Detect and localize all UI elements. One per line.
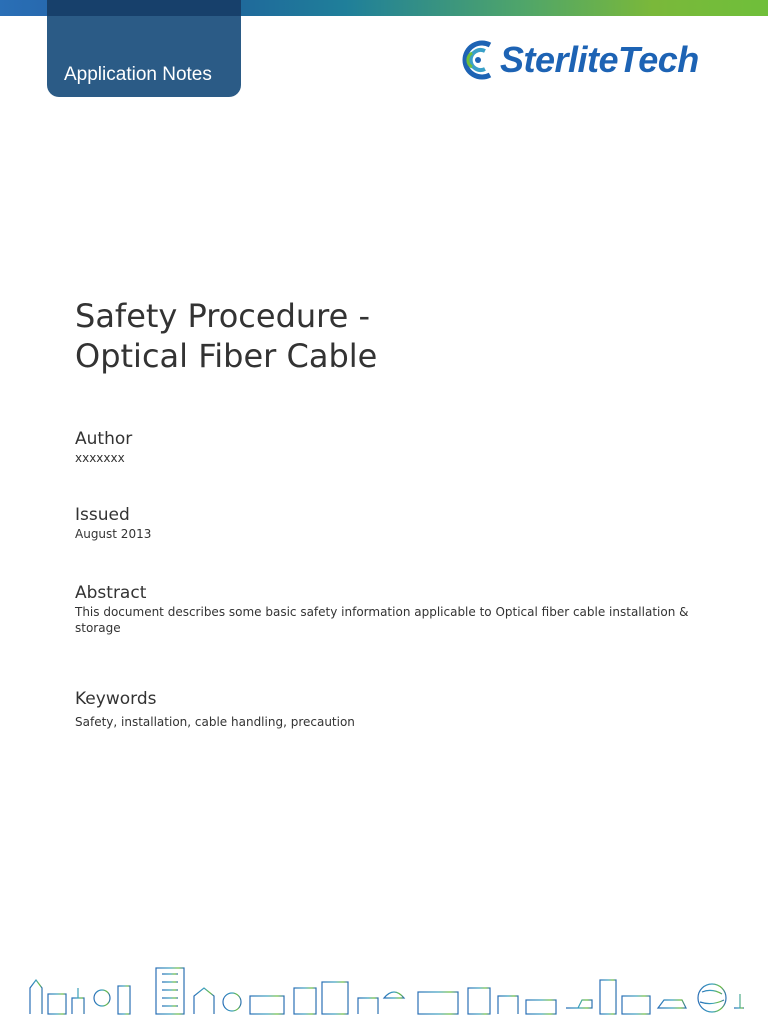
author-section [75, 428, 695, 466]
author-heading: Author [75, 429, 133, 449]
tab-label: Application Notes [64, 64, 212, 85]
document-title [75, 296, 377, 376]
keywords-heading: Keywords [75, 689, 157, 709]
abstract-text: This document describes some basic safety information applicable to Optical fiber cable installation & storage [75, 605, 689, 635]
keywords-section [75, 688, 695, 730]
issued-heading: Issued [75, 505, 130, 525]
city-skyline-illustration [22, 958, 752, 1020]
issued-value: August 2013 [75, 527, 152, 541]
title-line-2: Optical Fiber Cable [75, 337, 378, 375]
issued-section [75, 504, 695, 542]
abstract-section [75, 582, 695, 636]
logo-swirl-icon [458, 37, 498, 83]
logo-text: SterliteTech [500, 39, 699, 80]
application-notes-tab [47, 0, 241, 97]
abstract-heading: Abstract [75, 583, 147, 603]
keywords-text: Safety, installation, cable handling, precaution [75, 715, 355, 729]
author-value: xxxxxxx [75, 451, 125, 465]
title-line-1: Safety Procedure - [75, 297, 371, 335]
sterlite-tech-logo [458, 36, 699, 84]
